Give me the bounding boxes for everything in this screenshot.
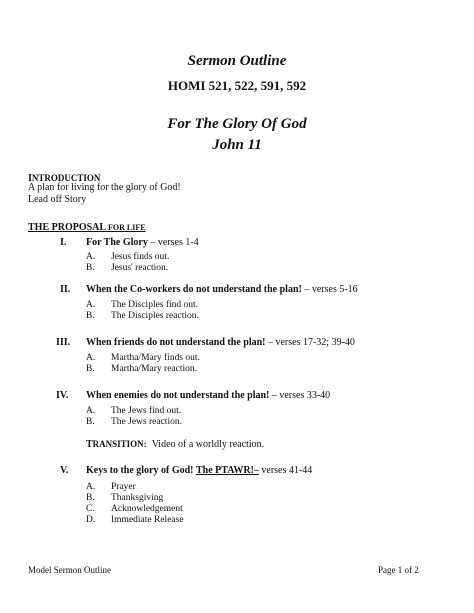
point-5-sub-d-letter: D. [86, 515, 96, 525]
point-1-sub-a: Jesus finds out. [111, 252, 170, 262]
point-5-sub-a-letter: A. [86, 482, 96, 492]
point-1-heading: For The Glory – verses 1-4 [86, 237, 199, 248]
course-codes: HOMI 521, 522, 591, 592 [167, 78, 307, 93]
introduction-line-1: A plan for living for the glory of God! [28, 182, 181, 193]
point-2-sub-a: The Disciples find out. [111, 300, 199, 310]
point-4-sub-b: The Jews reaction. [111, 417, 182, 427]
point-2-sub-a-letter: A. [86, 300, 96, 310]
point-5-sub-c: Acknowledgement [111, 504, 183, 514]
point-1-sub-b: Jesus' reaction. [111, 263, 169, 273]
point-1-sub-b-letter: B. [86, 263, 95, 273]
point-5-numeral: V. [60, 465, 69, 476]
point-1-numeral: I. [60, 237, 67, 248]
point-4-sub-a-letter: A. [86, 406, 96, 416]
document-title: Sermon Outline [187, 53, 287, 69]
point-4-heading: When enemies do not understand the plan! – verses 33-40 [86, 390, 331, 401]
point-3-numeral: III. [56, 337, 71, 348]
point-3-sub-b: Martha/Mary reaction. [111, 364, 197, 374]
point-4-numeral: IV. [56, 390, 69, 401]
point-5-sub-c-letter: C. [86, 504, 95, 514]
transition-line: TRANSITION: Video of a worldly reaction. [86, 439, 265, 450]
point-4-sub-b-letter: B. [86, 417, 95, 427]
proposal-heading: THE PROPOSAL FOR LIFE [28, 222, 146, 233]
introduction-heading: INTRODUCTION [28, 173, 101, 184]
point-3-sub-a-letter: A. [86, 353, 96, 363]
point-2-numeral: II. [60, 284, 71, 295]
point-5-sub-d: Immediate Release [111, 515, 184, 525]
introduction-line-2: Lead off Story [28, 194, 87, 205]
point-5-sub-b: Thanksgiving [111, 493, 164, 503]
footer-left: Model Sermon Outline [28, 565, 111, 575]
point-3-sub-a: Martha/Mary finds out. [111, 353, 200, 363]
point-2-sub-b-letter: B. [86, 311, 95, 321]
point-1-sub-a-letter: A. [86, 252, 96, 262]
point-3-heading: When friends do not understand the plan! – verses 17-32; 39-40 [86, 337, 355, 348]
footer-page-number: Page 1 of 2 [378, 565, 419, 575]
point-5-heading: Keys to the glory of God! The PTAWR!– verses 41-44 [86, 465, 313, 476]
point-2-sub-b: The Disciples reaction. [111, 311, 199, 321]
point-4-sub-a: The Jews find out. [111, 406, 182, 416]
sermon-title: For The Glory Of God [167, 116, 307, 132]
point-2-heading: When the Co-workers do not understand the plan! – verses 5-16 [86, 284, 358, 295]
point-3-sub-b-letter: B. [86, 364, 95, 374]
point-5-sub-b-letter: B. [86, 493, 95, 503]
scripture-reference: John 11 [212, 137, 262, 153]
point-5-sub-a: Prayer [111, 482, 136, 492]
